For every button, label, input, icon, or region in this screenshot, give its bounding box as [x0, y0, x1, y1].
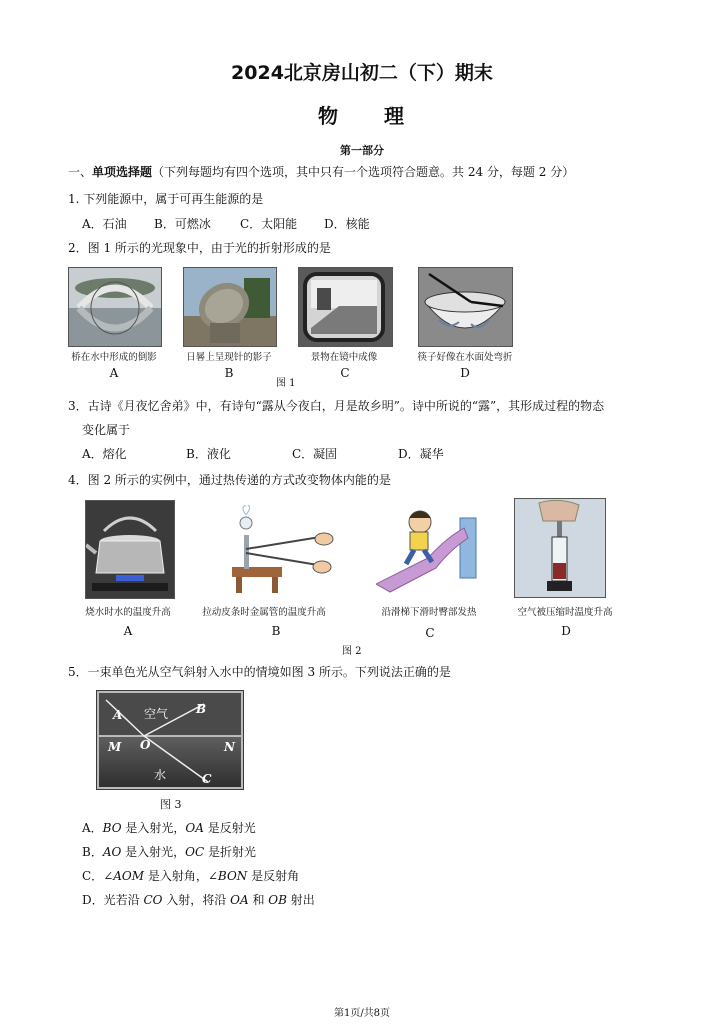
q4-stem: 4．图 2 所示的实例中，通过热传递的方式改变物体内能的是: [68, 473, 391, 487]
fig2-letter-d: D: [561, 624, 571, 638]
fig3-label-n: N: [224, 740, 235, 754]
figure-3-diagram: [96, 690, 244, 790]
fig2-caption-a: 烧水时水的温度升高: [85, 607, 171, 618]
q5-d-part-6: OB: [268, 893, 287, 907]
photo-chopsticks-bowl: [418, 267, 513, 347]
section-instruction: [68, 164, 574, 180]
q5-c-part-1: ∠AOM: [103, 869, 145, 883]
q3-option-d: D．凝华: [398, 447, 444, 461]
q5-b-part-3: OC: [185, 845, 205, 859]
q5-option-b: [82, 844, 256, 860]
fig1-letter-d: D: [460, 366, 470, 380]
q3-options: [82, 446, 444, 462]
q5-c-part-3: ∠BON: [207, 869, 248, 883]
q5-d-part-4: OA: [230, 893, 249, 907]
fig2-caption-c: 沿滑梯下滑时臀部发热: [381, 607, 477, 618]
q3-stem-line2: 变化属于: [82, 423, 131, 437]
fig1-letter-b: B: [224, 366, 234, 380]
q5-a-part-3: OA: [185, 821, 204, 835]
fig1-caption-c: 景物在镜中成像: [310, 352, 378, 363]
fig1-letter-c: C: [340, 366, 350, 380]
figure-3-label: 图 3: [160, 798, 182, 811]
q5-c-part-2: 是入射角，: [144, 869, 208, 883]
photo-kettle: [85, 500, 175, 599]
q5-option-a-letter: A．: [82, 821, 103, 835]
fig1-letter-a: A: [109, 366, 119, 380]
q1-option-a: A．石油: [82, 217, 127, 231]
q1-stem: 1. 下列能源中，属于可再生能源的是: [68, 192, 264, 206]
q5-a-part-1: BO: [102, 821, 122, 835]
q1-option-d: D．核能: [324, 217, 370, 231]
q5-option-d-letter: D．: [82, 893, 104, 907]
q5-option-c: [82, 868, 299, 884]
subject-char-1: 物: [318, 104, 340, 128]
instruction-rest: （下列每题均有四个选项，其中只有一个选项符合题意。共 24 分，每题 2 分）: [152, 165, 575, 179]
q5-b-part-1: AO: [102, 845, 122, 859]
q5-option-b-letter: B．: [82, 845, 103, 859]
fig3-label-water: 水: [154, 768, 167, 782]
fig1-caption-b: 日晷上呈现针的影子: [186, 352, 272, 363]
fig3-label-air: 空气: [144, 707, 169, 721]
q5-option-d: [82, 892, 315, 908]
q5-d-part-3: 入射，将沿: [162, 893, 231, 907]
fig3-label-m: M: [108, 740, 122, 754]
q5-d-part-5: 和: [248, 893, 269, 907]
q5-d-part-2: CO: [143, 893, 163, 907]
photo-sundial: [183, 267, 277, 347]
fig1-caption-a: 桥在水中形成的倒影: [71, 352, 157, 363]
fig2-caption-b: 拉动皮条时金属管的温度升高: [202, 607, 326, 618]
figure-1-label: 图 1: [276, 378, 296, 389]
q5-option-c-letter: C．: [82, 869, 104, 883]
photo-mirror-image: [298, 267, 393, 347]
instruction-prefix: 一、: [68, 165, 93, 179]
fig3-label-b: B: [196, 702, 207, 716]
q3-option-c: C．凝固: [292, 447, 338, 461]
fig3-label-c: C: [202, 772, 212, 786]
fig2-letter-a: A: [123, 624, 133, 638]
q5-option-a: [82, 820, 256, 836]
q5-a-part-2: 是入射光，: [121, 821, 186, 835]
q5-b-part-4: 是折射光: [204, 845, 257, 859]
q2-stem: 2．图 1 所示的光现象中，由于光的折射形成的是: [68, 241, 331, 255]
fig1-caption-d: 筷子好像在水面处弯折: [417, 352, 513, 363]
q3-option-a: A．熔化: [82, 447, 127, 461]
fig2-letter-b: B: [271, 624, 281, 638]
q5-a-part-4: 是反射光: [203, 821, 256, 835]
drawing-slide: [376, 498, 484, 595]
drawing-metal-tube: [228, 505, 346, 595]
fig3-label-o: O: [140, 738, 151, 752]
q1-option-b: B．可燃冰: [154, 217, 211, 231]
q5-stem: 5．一束单色光从空气斜射入水中的情境如图 3 所示。下列说法正确的是: [68, 665, 451, 679]
photo-bridge-reflection: [68, 267, 162, 347]
q5-d-part-1: 光若沿: [103, 893, 144, 907]
page-title: 2024北京房山初二（下）期末: [231, 62, 493, 84]
part-heading: 第一部分: [340, 144, 384, 157]
q1-option-c: C．太阳能: [240, 217, 298, 231]
page-footer: 第1页/共8页: [333, 1008, 391, 1019]
fig3-label-a: A: [113, 708, 123, 722]
q5-c-part-4: 是反射角: [247, 869, 300, 883]
q3-option-b: B．液化: [186, 447, 231, 461]
instruction-bold: 单项选择题: [92, 165, 153, 179]
q5-d-part-7: 射出: [286, 893, 315, 907]
subject-title: [0, 100, 724, 129]
q1-options: [82, 216, 370, 232]
fig2-caption-d: 空气被压缩时温度升高: [517, 607, 613, 618]
q3-stem-line1: 3．古诗《月夜忆舍弟》中，有诗句“露从今夜白，月是故乡明”。诗中所说的“露”，其形成过程的物态: [68, 399, 605, 413]
fig2-letter-c: C: [425, 626, 435, 640]
photo-air-compression: [514, 498, 606, 598]
figure-2-label: 图 2: [342, 646, 362, 657]
subject-char-2: 理: [384, 104, 406, 128]
q5-b-part-2: 是入射光，: [121, 845, 186, 859]
